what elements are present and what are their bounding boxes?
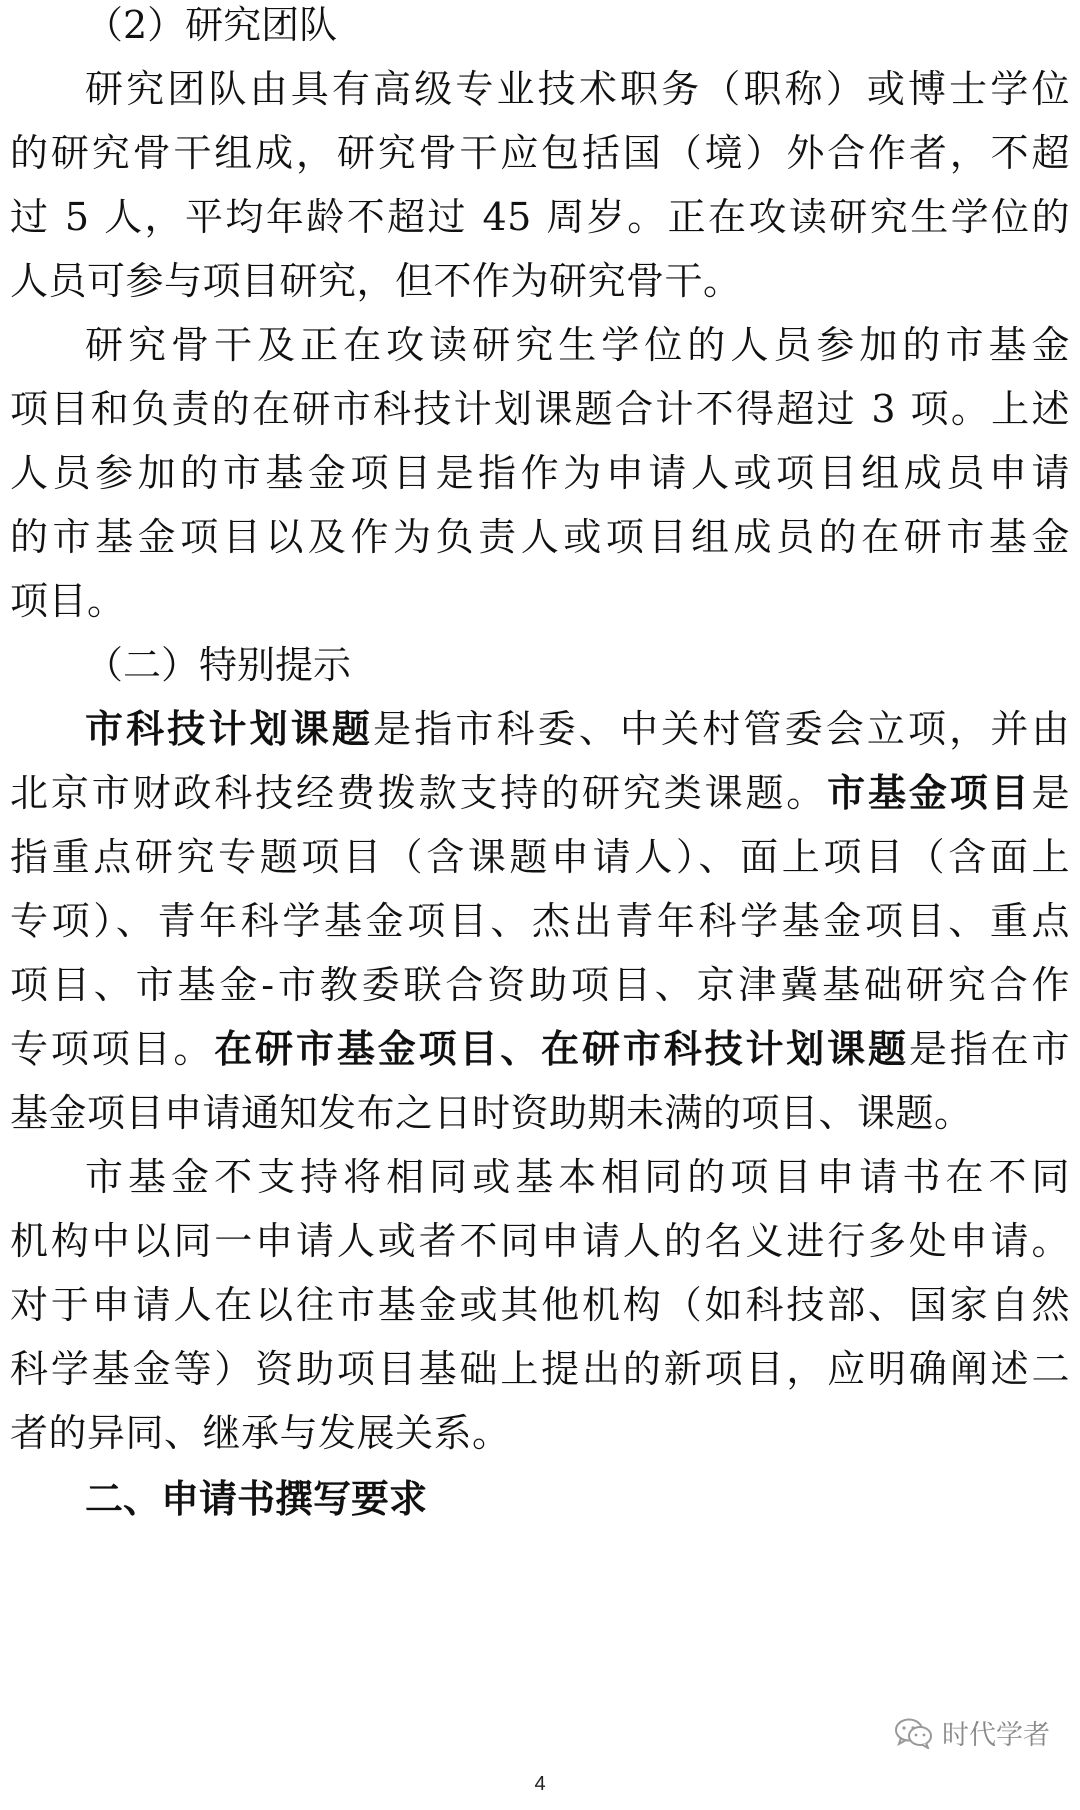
paragraph-text: 是 (1031, 771, 1070, 815)
paragraph-text: 专项项目。 (10, 1027, 215, 1071)
paragraph-line: 项目、市基金-市教委联合资助项目、京津冀基础研究合作 (10, 963, 1070, 1007)
paragraph-line: 者的异同、继承与发展关系。 (10, 1411, 511, 1455)
paragraph-line: 人员可参与项目研究，但不作为研究骨干。 (10, 259, 742, 303)
term-ongoing-projects: 在研市基金项目、在研市科技计划课题 (214, 1027, 909, 1071)
paragraph-line: 机构中以同一申请人或者不同申请人的名义进行多处申请。 (10, 1219, 1070, 1263)
page-number: 4 (534, 1773, 546, 1795)
watermark-text: 时代学者 (942, 1720, 1050, 1751)
paragraph-text: 是指在市 (908, 1027, 1070, 1071)
wechat-icon (894, 1717, 934, 1749)
paragraph-line: 基金项目申请通知发布之日时资助期未满的项目、课题。 (10, 1091, 973, 1135)
paragraph-line (10, 1027, 1070, 1071)
paragraph-line (85, 707, 1070, 751)
paragraph-line: 对于申请人在以往市基金或其他机构（如科技部、国家自然 (10, 1283, 1070, 1327)
subsection-heading-special-tips: （二）特别提示 (85, 643, 352, 687)
paragraph-line: 专项）、青年科学基金项目、杰出青年科学基金项目、重点 (10, 899, 1070, 943)
watermark (894, 1713, 1050, 1752)
paragraph-line: 科学基金等）资助项目基础上提出的新项目，应明确阐述二 (10, 1347, 1070, 1391)
paragraph-line: 人员参加的市基金项目是指作为申请人或项目组成员申请 (10, 451, 1070, 495)
paragraph-line: 指重点研究专题项目（含课题申请人）、面上项目（含面上 (10, 835, 1070, 879)
section-heading-application-requirements: 二、申请书撰写要求 (85, 1477, 428, 1521)
paragraph-line: 研究骨干及正在攻读研究生学位的人员参加的市基金 (85, 323, 1070, 367)
term-city-fund-project: 市基金项目 (827, 771, 1032, 815)
subsection-heading-research-team: （2）研究团队 (85, 3, 338, 47)
term-city-sci-tech-plan: 市科技计划课题 (85, 707, 374, 751)
paragraph-text: 是指市科委、中关村管委会立项，并由 (373, 707, 1070, 751)
paragraph-line: 的市基金项目以及作为负责人或项目组成员的在研市基金 (10, 515, 1070, 559)
paragraph-line: 市基金不支持将相同或基本相同的项目申请书在不同 (85, 1155, 1070, 1199)
paragraph-line: 项目和负责的在研市科技计划课题合计不得超过 3 项。上述 (10, 387, 1070, 431)
paragraph-line (10, 771, 1070, 815)
paragraph-line: 的研究骨干组成，研究骨干应包括国（境）外合作者，不超 (10, 131, 1070, 175)
paragraph-line: 研究团队由具有高级专业技术职务（职称）或博士学位 (85, 67, 1070, 111)
paragraph-line: 过 5 人，平均年龄不超过 45 周岁。正在攻读研究生学位的 (10, 195, 1070, 239)
paragraph-text: 北京市财政科技经费拨款支持的研究类课题。 (10, 771, 828, 815)
paragraph-line: 项目。 (10, 579, 126, 623)
